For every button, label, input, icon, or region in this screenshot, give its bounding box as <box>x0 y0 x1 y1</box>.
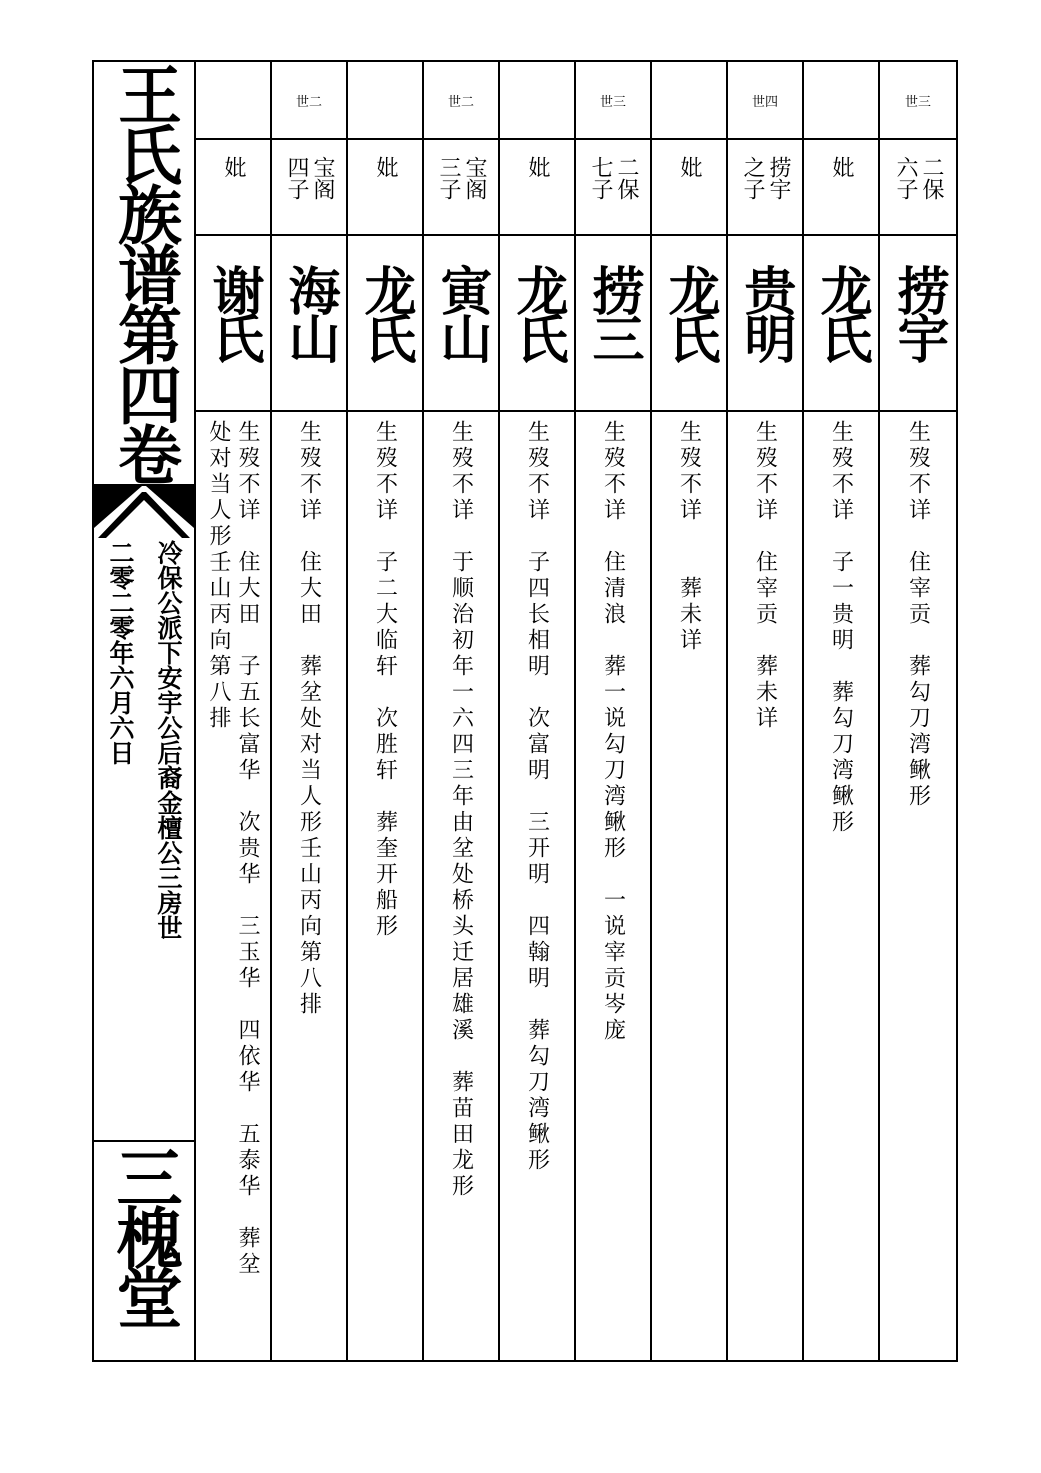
relation-cell <box>500 140 574 236</box>
bio-text: 生歿不详 子一贵明 葬勾刀湾鳅形 <box>828 420 854 836</box>
relation-cell <box>348 140 422 236</box>
generation-label: 世二 <box>295 94 322 110</box>
person-name: 龙氏 <box>659 264 720 360</box>
generation-cell <box>576 62 650 140</box>
entry-column <box>196 62 272 1360</box>
bio-text: 生歿不详 葬未详 <box>676 420 702 654</box>
relation-cell <box>576 140 650 236</box>
relation-label: 妣 <box>221 156 246 178</box>
entry-column <box>424 62 500 1360</box>
name-cell <box>576 236 650 412</box>
bio-text: 生歿不详 子四长相明 次富明 三开明 四翰明 葬勾刀湾鳅形 <box>524 420 550 1174</box>
relation-label: 妣 <box>677 156 702 178</box>
person-name: 贵明 <box>735 264 796 360</box>
entry-column <box>272 62 348 1360</box>
entry-column <box>652 62 728 1360</box>
relation-cell <box>880 140 956 236</box>
generation-cell <box>500 62 574 140</box>
entry-column <box>500 62 576 1360</box>
bio-cell <box>424 414 498 1360</box>
bio-cell <box>728 414 802 1360</box>
title-spine <box>94 62 196 1360</box>
name-cell <box>728 236 802 412</box>
bio-cell <box>576 414 650 1360</box>
relation-cell <box>272 140 346 236</box>
relation-label: 宝阁 三子 <box>436 156 487 200</box>
hall-name <box>94 1144 194 1360</box>
relation-label: 宝阁 四子 <box>284 156 335 200</box>
branch-line <box>146 540 190 1140</box>
generation-cell <box>652 62 726 140</box>
bio-cell <box>348 414 422 1360</box>
relation-cell <box>728 140 802 236</box>
generation-label: 世三 <box>599 94 626 110</box>
relation-label: 妣 <box>525 156 550 178</box>
name-cell <box>348 236 422 412</box>
bio-text: 生歿不详 住宰贡 葬未详 <box>752 420 778 732</box>
relation-cell <box>804 140 878 236</box>
generation-cell <box>804 62 878 140</box>
bio-text: 生歿不详 于顺治初年一六四三年由坌处桥头迁居雄溪 葬苗田龙形 <box>448 420 474 1200</box>
relation-cell <box>196 140 270 236</box>
generation-cell <box>348 62 422 140</box>
bio-text: 生歿不详 住大田 子五长富华 次贵华 三玉华 四依华 五泰华 葬坌 处对当人形壬山丙向第八排 <box>206 420 260 1278</box>
name-cell <box>880 236 956 412</box>
person-name: 捞宇 <box>888 264 949 360</box>
generation-label: 世四 <box>751 94 778 110</box>
name-cell <box>196 236 270 412</box>
bio-text: 生歿不详 子二大临轩 次胜轩 葬奎开船形 <box>372 420 398 940</box>
person-name: 谢氏 <box>203 264 264 360</box>
bio-cell <box>880 414 956 1360</box>
name-cell <box>424 236 498 412</box>
fishtail-mark-icon <box>94 486 194 546</box>
genealogy-page <box>92 60 958 1362</box>
book-title-text: 王氏族谱第四卷 <box>107 62 182 482</box>
generation-cell <box>424 62 498 140</box>
book-title <box>94 62 194 482</box>
relation-cell <box>652 140 726 236</box>
bio-text: 生歿不详 住宰贡 葬勾刀湾鳅形 <box>905 420 931 810</box>
generation-label: 世二 <box>447 94 474 110</box>
bio-cell <box>272 414 346 1360</box>
relation-label: 二保 六子 <box>893 156 944 200</box>
name-cell <box>500 236 574 412</box>
generation-cell <box>196 62 270 140</box>
branch-line-text: 冷保公派下安宇公后裔金檀公三房世 <box>154 540 183 940</box>
generation-label: 世三 <box>904 94 931 110</box>
entry-column <box>728 62 804 1360</box>
relation-label: 捞宇 之子 <box>740 156 791 200</box>
bio-text: 生歿不详 住大田 葬坌处对当人形壬山丙向第八排 <box>296 420 322 1018</box>
generation-cell <box>728 62 802 140</box>
bio-cell <box>652 414 726 1360</box>
divider <box>94 1140 194 1142</box>
person-name: 海山 <box>279 264 340 360</box>
name-cell <box>272 236 346 412</box>
generation-cell <box>880 62 956 140</box>
bio-cell <box>500 414 574 1360</box>
bio-cell <box>196 414 270 1360</box>
relation-label: 妣 <box>829 156 854 178</box>
entry-column <box>576 62 652 1360</box>
person-name: 捞三 <box>583 264 644 360</box>
person-name: 龙氏 <box>507 264 568 360</box>
person-name: 龙氏 <box>355 264 416 360</box>
compile-date-text: 二零二零年六月六日 <box>106 540 135 765</box>
hall-name-text: 三槐堂 <box>105 1144 183 1324</box>
entry-column <box>348 62 424 1360</box>
generation-cell <box>272 62 346 140</box>
person-name: 寅山 <box>431 264 492 360</box>
relation-label: 二保 七子 <box>588 156 639 200</box>
entry-column <box>880 62 956 1360</box>
genealogy-grid <box>196 62 956 1360</box>
entry-column <box>804 62 880 1360</box>
bio-text: 生歿不详 住清浪 葬一说勾刀湾鳅形 一说宰贡岑庞 <box>600 420 626 1044</box>
name-cell <box>652 236 726 412</box>
compile-date <box>98 540 142 900</box>
person-name: 龙氏 <box>811 264 872 360</box>
name-cell <box>804 236 878 412</box>
relation-cell <box>424 140 498 236</box>
bio-cell <box>804 414 878 1360</box>
relation-label: 妣 <box>373 156 398 178</box>
